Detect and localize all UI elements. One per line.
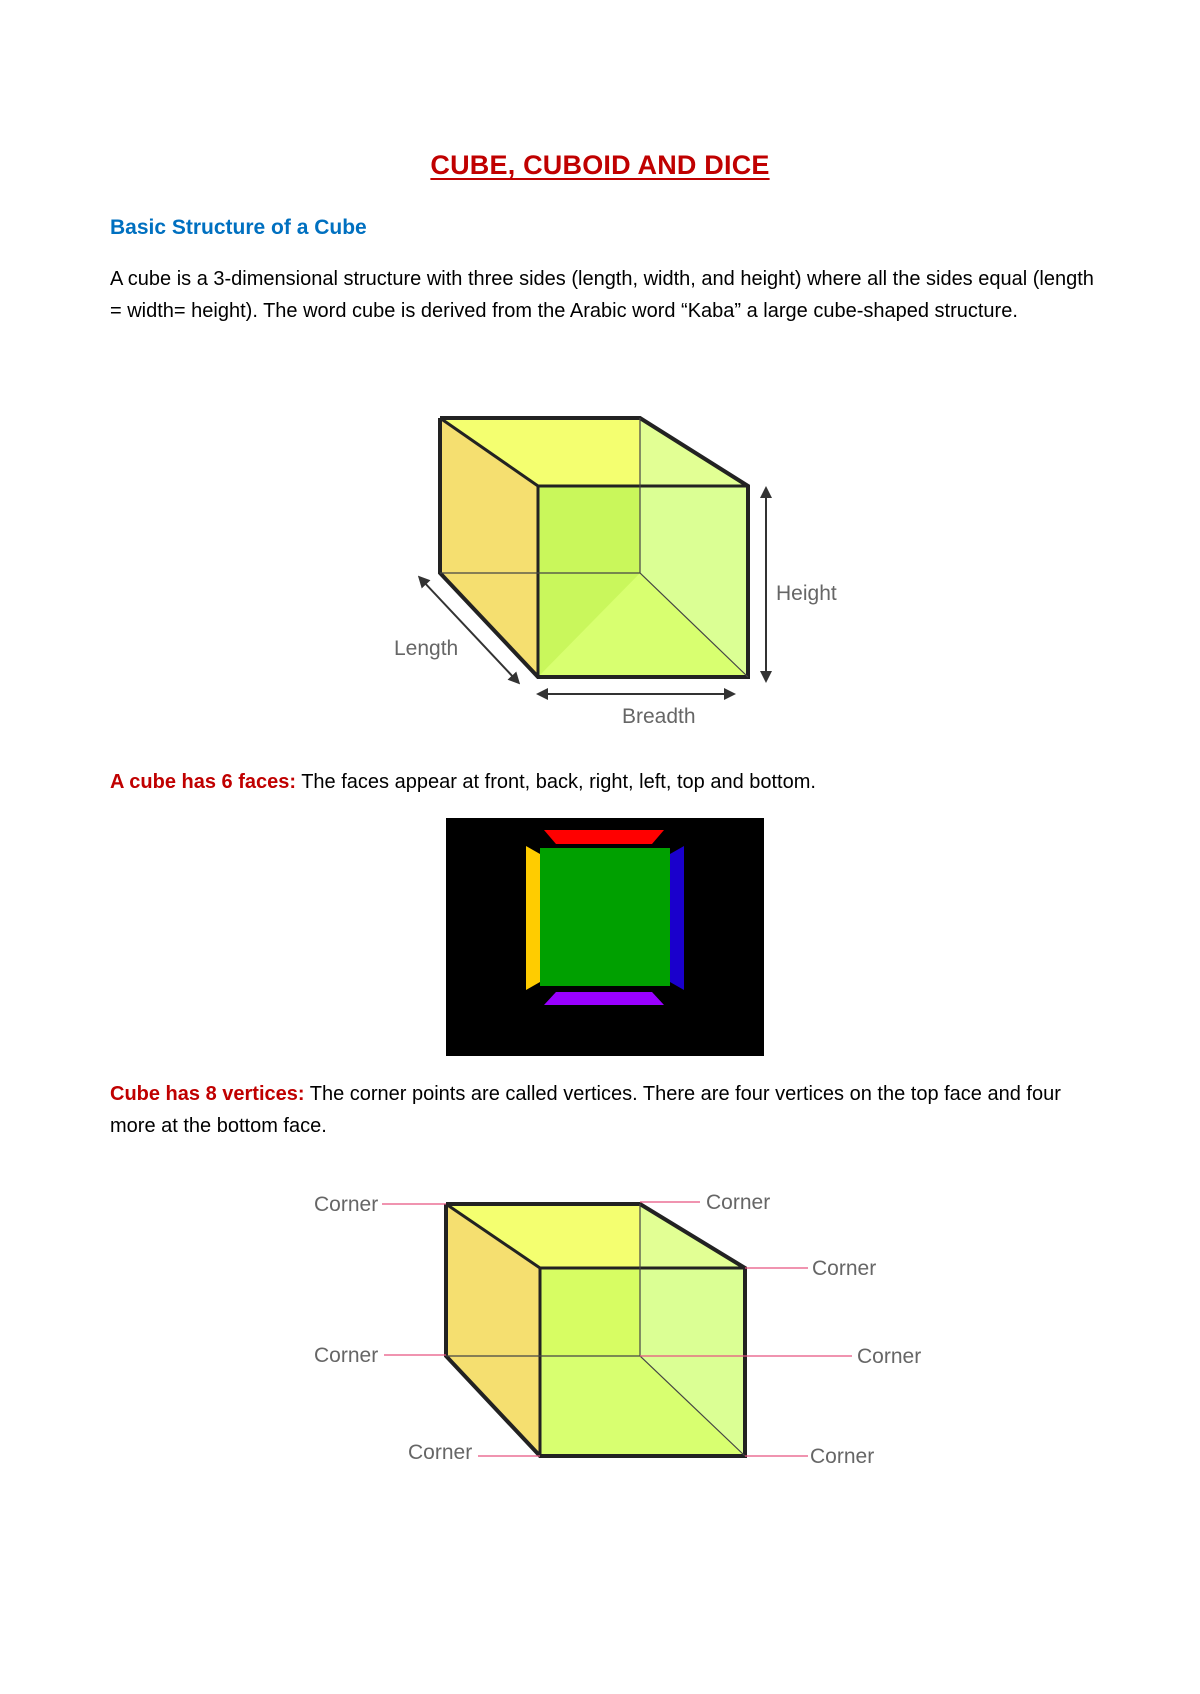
page-title: CUBE, CUBOID AND DICE <box>430 150 770 180</box>
intro-paragraph: A cube is a 3-dimensional structure with three sides (length, width, and height) where all the sides equal (length = width= height). The word cube is derived from the Arabic word “Kaba” a large cube-shaped structure. <box>110 268 1094 322</box>
height-label: Height <box>776 582 837 605</box>
section-heading: Basic Structure of a Cube <box>110 216 367 239</box>
right-face <box>670 846 684 990</box>
corner-label-top-back-left: Corner <box>314 1193 379 1216</box>
corner-label-top-back-right: Corner <box>706 1191 771 1214</box>
cube-body <box>446 1204 745 1456</box>
breadth-label: Breadth <box>622 705 696 728</box>
corner-label-bottom-back-left: Corner <box>314 1344 379 1367</box>
cube-faces-figure <box>446 818 764 1056</box>
vertices-paragraph <box>110 1078 1100 1142</box>
corner-label-bottom-front-left: Corner <box>408 1441 473 1464</box>
cube-corners-figure <box>300 1180 940 1470</box>
left-face <box>526 846 540 990</box>
corner-label-top-front-right: Corner <box>812 1257 877 1280</box>
faces-lead: A cube has 6 faces: <box>110 771 297 793</box>
vertices-lead: Cube has 8 vertices: <box>110 1083 305 1105</box>
cube-body <box>440 418 748 677</box>
cube-dimensions-figure <box>380 410 860 730</box>
corner-label-bottom-back-right: Corner <box>857 1345 922 1368</box>
vertices-text: The corner points are called vertices. There are four vertices on the top face and four more at the bottom face. <box>110 1083 1061 1137</box>
faces-paragraph <box>110 766 1100 798</box>
bottom-face <box>544 992 664 1005</box>
faces-text: The faces appear at front, back, right, left, top and bottom. <box>296 771 816 793</box>
corner-label-bottom-front-right: Corner <box>810 1445 875 1468</box>
length-label: Length <box>394 637 459 660</box>
front-face <box>540 848 670 986</box>
top-face <box>544 830 664 844</box>
